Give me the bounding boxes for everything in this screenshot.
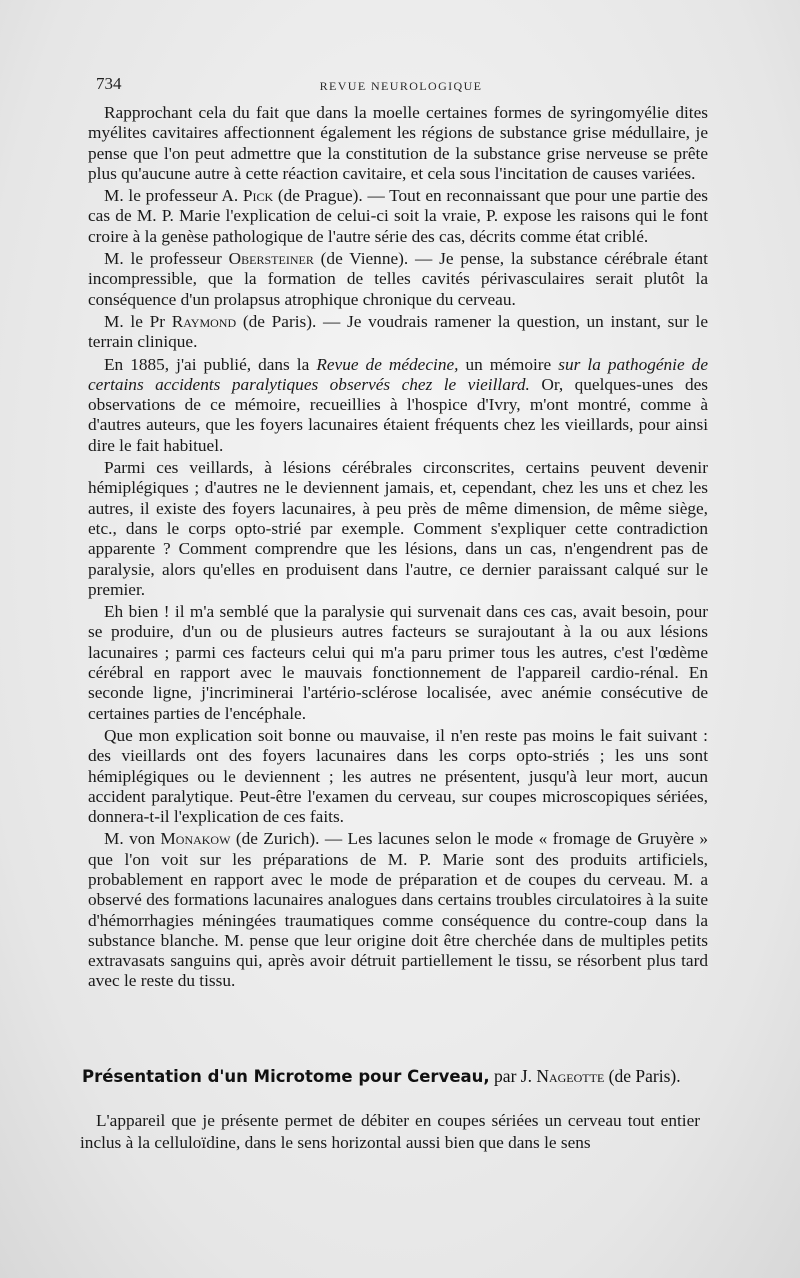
paragraph-1885: [88, 355, 708, 456]
memoir-title: sur la pathogénie de certains accidents paralytiques observés chez le vieillard.: [88, 354, 708, 394]
speaker-name: Obersteiner: [228, 249, 314, 269]
speaker-prefix: M. le Pr: [104, 311, 172, 331]
author-place: (de Paris).: [604, 1066, 681, 1086]
speaker-place: (de Prague). —: [273, 186, 390, 206]
paragraph-eh-bien: [88, 602, 708, 724]
speaker-name: Monakow: [160, 829, 231, 849]
paragraph-text: Que mon explication soit bonne ou mauvaise, il n'en reste pas moins le fait suivant : des vieillards ont des foyers lacunaires dans les corps opto-striés ; les uns sont hémiplégiques ou le deviennent ; les autres ne présentent, jusqu'à leur mort, aucun accident paralytique. Peut-être l'examen du cerveau, sur coupes microscopiques sériées, donnera-t-il l'explication de ces faits.: [88, 725, 708, 827]
speaker-place: (de Zurich). —: [230, 829, 348, 849]
speaker-name: Raymond: [171, 311, 237, 331]
paragraph-text: Parmi ces veillards, à lésions cérébrales circonscrites, certains peuvent devenir hémiplégiques ; d'autres ne le deviennent jamais, et, cependant, chez les uns et chez les autres, il existe des foyers lacunaires, à peu près de même dimension, de même siège, etc., dans le corps opto-strié par exemple. Comment s'expliquer cette contradiction apparente ? Comment comprendre que les lésions, dans un cas, n'engendrent pas de paralysie, alors qu'elles en produisent dans l'autre, ce dernier paraissant calqué sur le premier.: [88, 458, 708, 599]
running-title: REVUE NEUROLOGIQUE: [319, 79, 483, 93]
paragraph-text: Les lacunes selon le mode « fromage de Gruyère » que l'on voit sur les préparations de M. P. Marie sont des produits artificiels, probablement en rapport avec le mode de préparation et de coupes du cerveau. M. a observé des formations lacunaires analogues dans certains troubles circulatoires à la suite d'hémorrhagies méningées traumatiques comme conséquence du contre-coup dans la substance blanche. M. pense que leur origine doit être cherchée dans de multiples petits extravasats sanguins qui, après avoir détruit partiellement le tissu, se résorbent plus tard avec le reste du tissu.: [88, 829, 708, 991]
speaker-name: Pick: [242, 186, 274, 206]
paragraph-raymond: [88, 312, 708, 353]
paragraph-text: Rapprochant cela du fait que dans la moelle certaines formes de syringomyélie dites myélites cavitaires affectionnent également les régions de substance grise médullaire, je pense que l'on peut admettre que la constitution de la substance grise nerveuse se prête plus qu'aucune autre à cette réaction cavitaire, et cela sous l'incitation de causes variées.: [88, 103, 708, 183]
page-number: 734: [96, 74, 122, 93]
section-title: Présentation d'un Microtome pour Cerveau,: [82, 1067, 490, 1086]
author-name: Nageotte: [536, 1066, 605, 1086]
paragraph-mid: un mémoire: [458, 354, 559, 374]
paragraph-text: Eh bien ! il m'a semblé que la paralysie qui survenait dans ces cas, avait besoin, pour se produire, d'un ou de plusieurs autres facteurs se surajoutant à la ou aux lésions lacunaires ; parmi ces facteurs celui qui m'a paru primer tous les autres, c'est l'œdème cérébral en rapport avec le mauvais fonctionnement de l'appareil cardio-rénal. En seconde ligne, j'incriminerai l'artério-sclérose localisée, avec anémie consécutive de certaines parties de l'encéphale.: [88, 602, 708, 723]
speaker-place: (de Paris). —: [236, 311, 348, 331]
article-body: [88, 103, 708, 994]
paragraph-1: [88, 103, 708, 184]
section-paragraph: [80, 1110, 700, 1154]
page-header: [96, 74, 706, 98]
speaker-prefix: M. le professeur A.: [104, 186, 243, 206]
paragraph-lead: En 1885, j'ai publié, dans la: [104, 354, 317, 374]
journal-title: Revue de médecine,: [316, 354, 459, 374]
section-heading: [82, 1066, 712, 1087]
speaker-prefix: M. le professeur: [104, 249, 229, 269]
paragraph-text: Je voudrais ramener la question, un instant, sur le terrain clinique.: [88, 311, 708, 352]
paragraph-text: Tout en reconnaissant que pour une partie des cas de M. P. Marie l'explication de celui-ci soit la vraie, P. expose les raisons qui le font croire à la genèse pathologique de l'autre série des cas, décrits comme état criblé.: [88, 186, 708, 246]
paragraph-obersteiner: [88, 249, 708, 310]
paragraph-explication: [88, 726, 708, 827]
speaker-place: (de Vienne). —: [313, 249, 440, 269]
author-prefix: par J.: [489, 1066, 537, 1086]
paragraph-vieillards: [88, 458, 708, 600]
paragraph-text: Je pense, la substance cérébrale étant incompressible, que la formation de telles cavités périvasculaires serait plutôt la conséquence d'un prolapsus atrophique chronique du cerveau.: [88, 249, 708, 309]
paragraph-tail: Or, quelques-unes des observations de ce mémoire, recueillies à l'hospice d'Ivry, m'ont montré, comme à d'autres auteurs, que les foyers lacunaires étaient fréquents chez les vieillards, pour ainsi dire le fait habituel.: [88, 374, 708, 455]
paragraph-pick: [88, 186, 708, 247]
speaker-prefix: M. von: [104, 829, 161, 849]
paragraph-monakow: [88, 829, 708, 991]
paragraph-text: L'appareil que je présente permet de débiter en coupes sériées un cerveau tout entier inclus à la celluloïdine, dans le sens horizontal aussi bien que dans le sens: [80, 1111, 700, 1152]
